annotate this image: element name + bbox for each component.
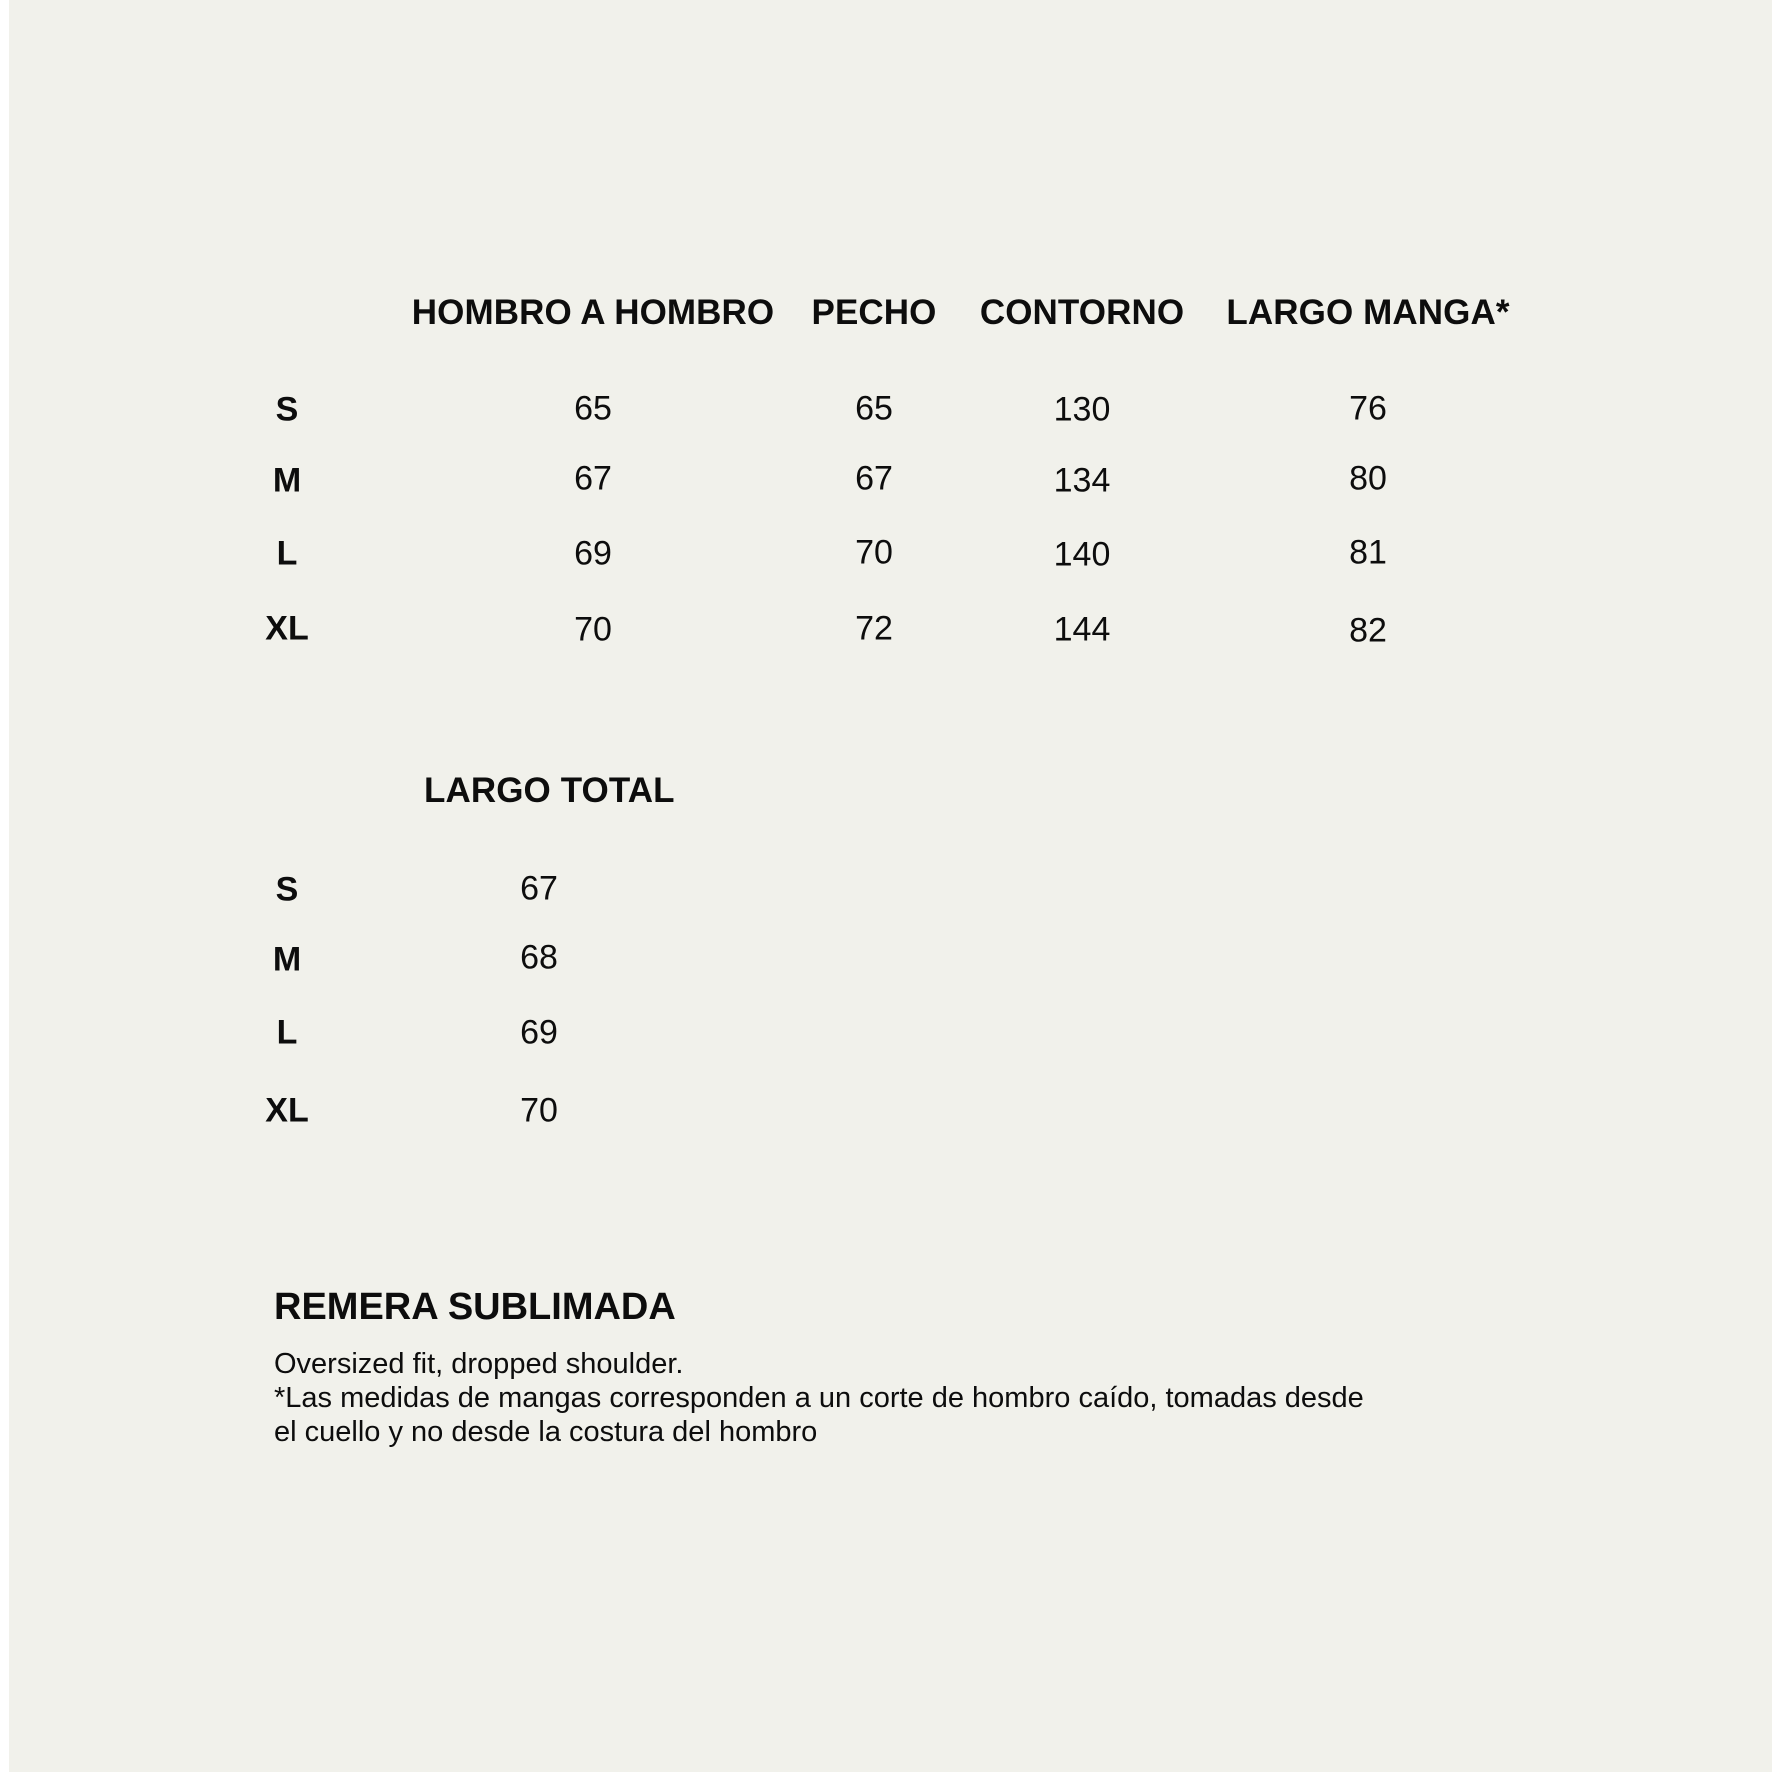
size-label-xl: XL [265,609,309,648]
size-label-m: M [272,940,302,979]
sleeve-measure-note-cont: el cuello y no desde la costura del hombro [274,1416,818,1448]
size-label-l: L [276,1013,298,1052]
table-cell: 70 [520,1091,558,1130]
table-cell: 81 [1349,533,1387,572]
size-label-m: M [272,461,302,500]
table-cell: 140 [1053,535,1111,574]
header-contorno: CONTORNO [979,293,1185,332]
header-largo-total: LARGO TOTAL [424,771,675,810]
table-cell: 72 [855,609,893,648]
table-cell: 144 [1053,610,1111,649]
table-cell: 80 [1349,459,1387,498]
table-cell: 82 [1349,611,1387,650]
table-cell: 70 [574,610,612,649]
size-chart-page [9,0,1772,1772]
size-label-s: S [275,870,299,909]
table-cell: 130 [1053,390,1111,429]
header-pecho: PECHO [811,293,937,332]
sleeve-measure-note: *Las medidas de mangas corresponden a un corte de hombro caído, tomadas desde [274,1382,1364,1414]
table-cell: 134 [1053,461,1111,500]
size-label-s: S [275,390,299,429]
size-label-l: L [276,534,298,573]
table-cell: 68 [520,938,558,977]
product-title: REMERA SUBLIMADA [274,1286,676,1328]
table-cell: 76 [1349,389,1387,428]
table-cell: 67 [855,459,893,498]
table-cell: 69 [520,1013,558,1052]
product-fit-note: Oversized fit, dropped shoulder. [274,1348,684,1380]
table-cell: 67 [574,459,612,498]
table-cell: 69 [574,534,612,573]
table-cell: 67 [520,869,558,908]
size-label-xl: XL [265,1091,309,1130]
table-cell: 65 [574,389,612,428]
header-hombro-a-hombro: HOMBRO A HOMBRO [411,293,775,332]
header-largo-manga: LARGO MANGA* [1226,293,1510,332]
table-cell: 65 [855,389,893,428]
table-cell: 70 [855,533,893,572]
